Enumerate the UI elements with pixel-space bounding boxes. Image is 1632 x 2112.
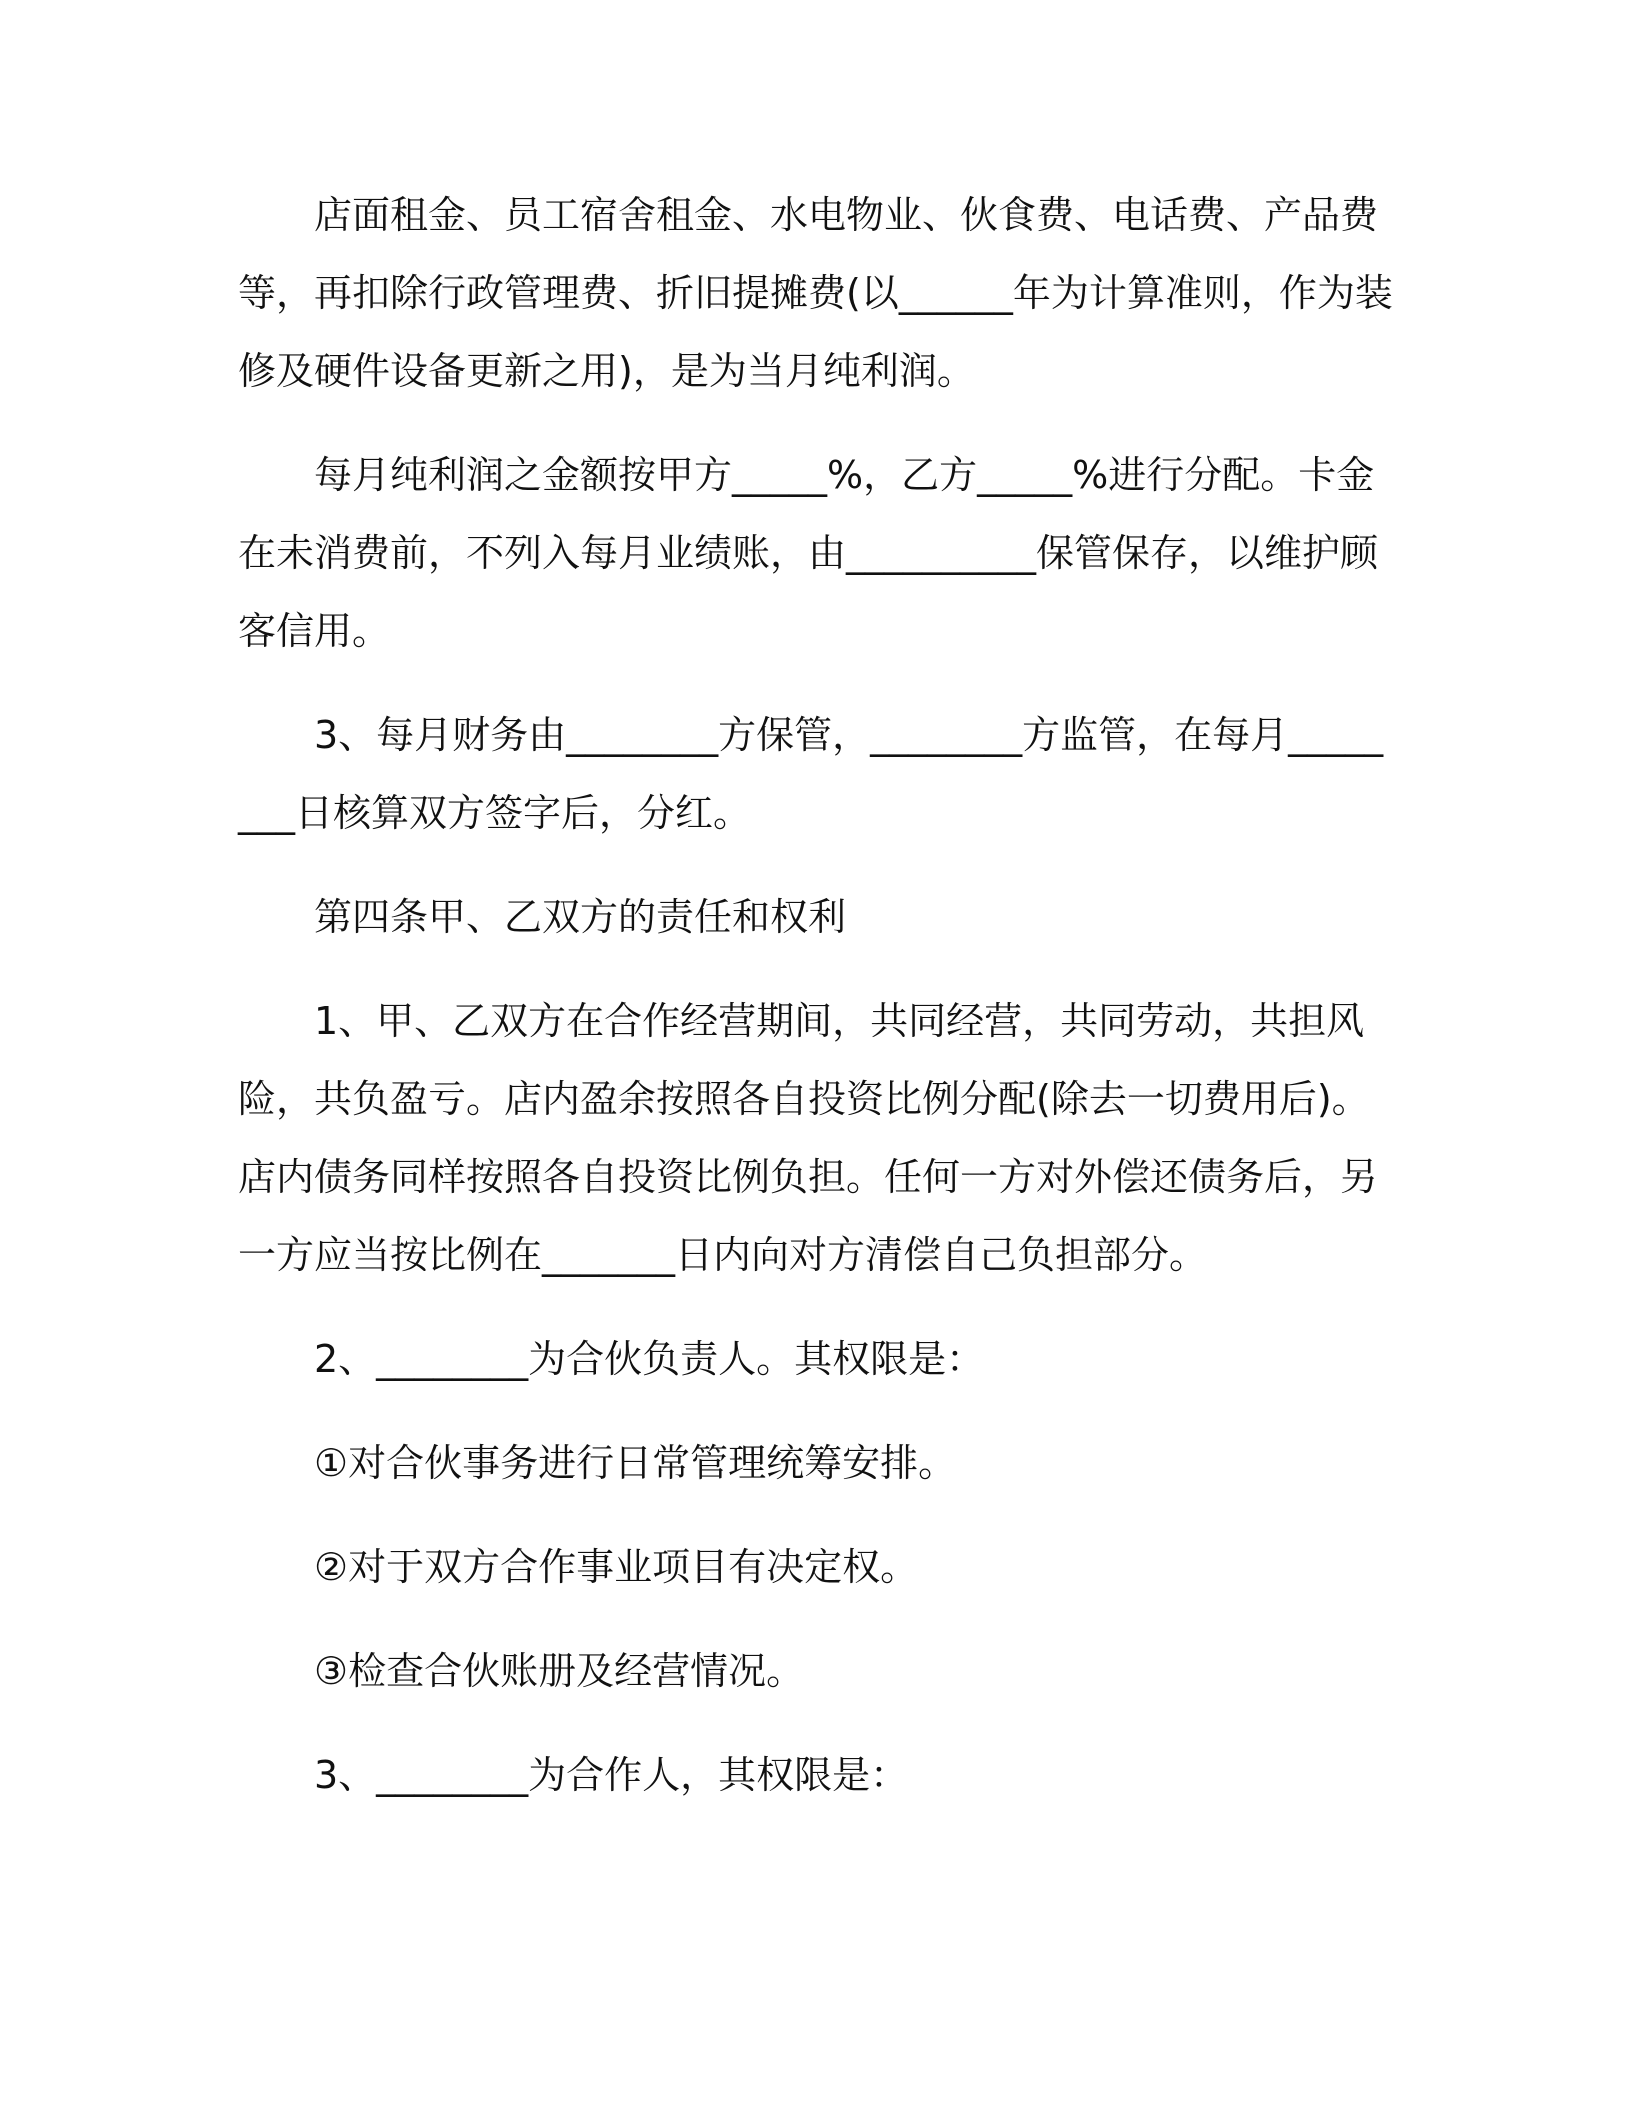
list-item-daily-management: ①对合伙事务进行日常管理统筹安排。 (314, 1441, 957, 1485)
document-body (238, 176, 1394, 1840)
paragraph-joint-operation: 1、甲、乙双方在合作经营期间，共同经营，共同劳动，共担风险，共负盈亏。店内盈余按照各自投资比例分配(除去一切费用后)。店内债务同样按照各自投资比例负担。任何一方对外偿还债务后，另一方应当按比例在_______日内向对方清偿自己负担部分。 (238, 999, 1379, 1277)
article-four-heading: 第四条甲、乙双方的责任和权利 (314, 895, 847, 939)
paragraph-cooperator: 3、________为合作人，其权限是： (314, 1753, 909, 1797)
paragraph-profit-calculation: 店面租金、员工宿舍租金、水电物业、伙食费、电话费、产品费等，再扣除行政管理费、折旧提摊费(以______年为计算准则，作为装修及硬件设备更新之用)，是为当月纯利润。 (238, 193, 1393, 393)
list-item-inspect-accounts: ③检查合伙账册及经营情况。 (314, 1649, 805, 1693)
paragraph-finance-custody: 3、每月财务由________方保管，________方监管，在每月________日核算双方签字后，分红。 (238, 713, 1384, 835)
paragraph-profit-distribution: 每月纯利润之金额按甲方_____%，乙方_____%进行分配。卡金在未消费前，不列入每月业绩账，由__________保管保存，以维护顾客信用。 (238, 453, 1379, 653)
paragraph-partner-leader: 2、________为合伙负责人。其权限是： (314, 1337, 985, 1381)
list-item-decision-right: ②对于双方合作事业项目有决定权。 (314, 1545, 919, 1589)
